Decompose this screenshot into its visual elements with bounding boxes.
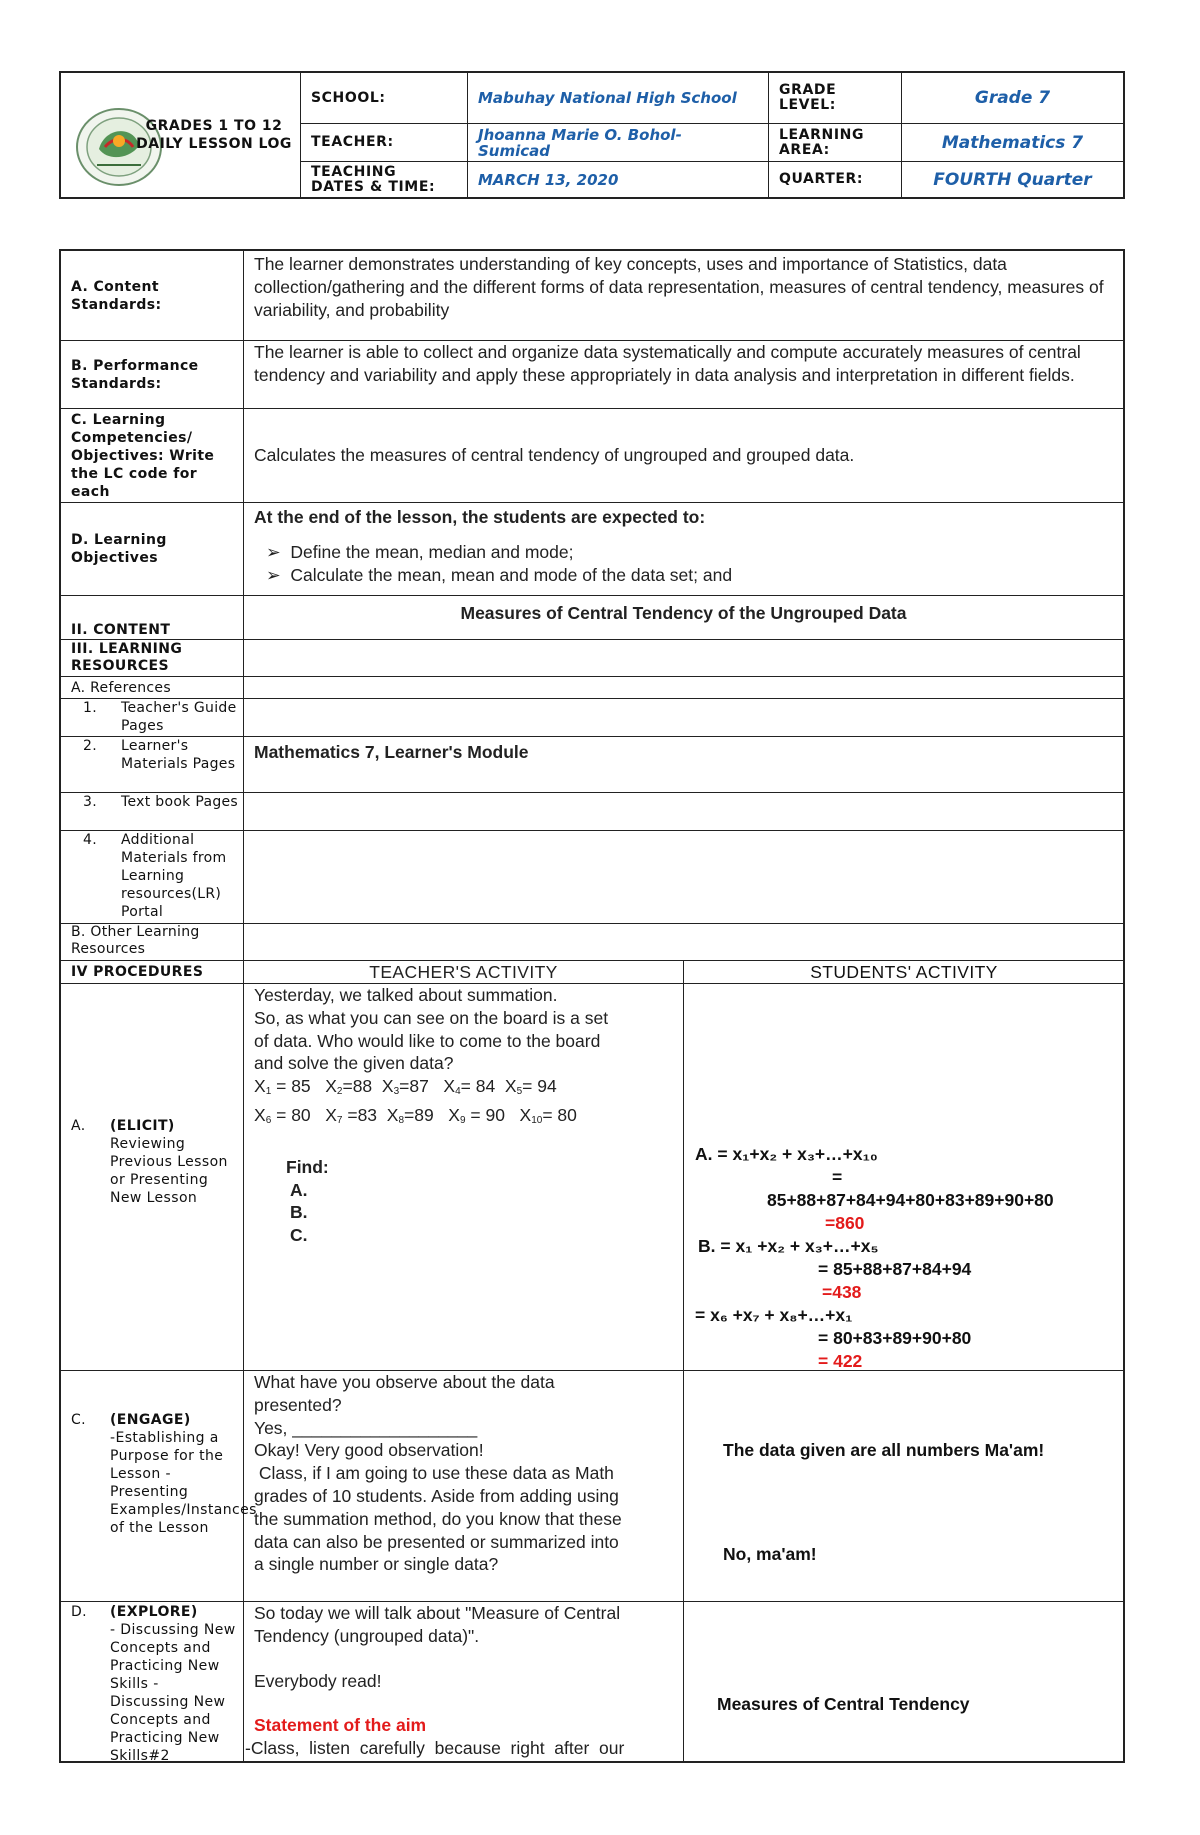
- ref3-label: Text book Pages: [121, 794, 239, 810]
- ref3-row: [61, 793, 1123, 831]
- ref2-row: [61, 737, 1123, 793]
- ref4-number: 4.: [83, 832, 97, 848]
- ref3-label-cell: [61, 793, 244, 830]
- performance-standards-text: The learner is able to collect and organize data systematically and compute accurately measures of central tendency and variability and apply these appropriately in data analysis and interpretation in different fields.: [254, 342, 1081, 385]
- engage-line: the summation method, do you know that these: [254, 1508, 622, 1529]
- objectives-label: D. Learning Objectives: [61, 503, 244, 595]
- ref2-label-cell: [61, 737, 244, 792]
- content-standards-row: [61, 251, 1123, 341]
- dates-label: TEACHING DATES & TIME:: [311, 163, 436, 195]
- ref2-text: Mathematics 7, Learner's Module: [254, 742, 529, 762]
- explore-line: Tendency (ungrouped data)".: [254, 1625, 480, 1646]
- explore-letter: D.: [71, 1604, 88, 1620]
- elicit-line: of data. Who would like to come to the board: [254, 1030, 601, 1051]
- elicit-student-cell: [685, 984, 1123, 1370]
- explore-line: So today we will talk about "Measure of Central: [254, 1603, 621, 1623]
- answer-a-formula: A. = x₁+x₂ + x₃+…+x₁₀: [695, 1144, 878, 1164]
- engage-letter: C.: [71, 1412, 87, 1428]
- answer-c-sum: = 80+83+89+90+80: [818, 1328, 972, 1348]
- engage-student-cell: [685, 1371, 1123, 1601]
- elicit-teacher-cell: [244, 984, 684, 1370]
- engage-line: Class, if I am going to use these data as Math: [254, 1463, 614, 1484]
- engage-line: data can also be presented or summarized into: [254, 1531, 619, 1552]
- teacher-label-cell: [301, 124, 468, 162]
- engage-line: Yes, ___________________: [254, 1417, 478, 1438]
- ref3-number: 3.: [83, 794, 97, 810]
- resources-row: [61, 640, 1123, 677]
- lesson-log-header: [59, 71, 1125, 199]
- resources-cell: [244, 640, 1123, 676]
- title-line-2: DAILY LESSON LOG: [136, 136, 292, 152]
- explore-answer: Measures of Central Tendency: [717, 1694, 970, 1714]
- explore-title: (EXPLORE): [110, 1604, 198, 1620]
- school-label: SCHOOL:: [311, 89, 386, 106]
- content-text: Measures of Central Tendency of the Ungrouped Data: [460, 603, 907, 623]
- engage-label-cell: [61, 1371, 257, 1601]
- elicit-data-line-2: $X_6 = 80$ $X_7 =83$ $X_8=89$ $X_9 = 90$ $X_{10}= 80$: [254, 1104, 577, 1126]
- student-activity-header: STUDENTS' ACTIVITY: [810, 961, 998, 982]
- content-label: II. CONTENT: [61, 596, 244, 639]
- content-standards-label: A. Content Standards:: [61, 251, 244, 340]
- answer-b-result: =438: [822, 1282, 862, 1302]
- resources-label: III. LEARNING RESOURCES: [61, 640, 244, 676]
- elicit-desc: Reviewing Previous Lesson or Presenting New Lesson: [110, 1136, 228, 1206]
- elicit-line: and solve the given data?: [254, 1053, 454, 1074]
- other-resources-label: B. Other Learning Resources: [61, 924, 244, 960]
- explore-line: -Class, listen carefully because right after our: [245, 1738, 625, 1759]
- aim-statement: Statement of the aim: [254, 1715, 427, 1736]
- competencies-text: Calculates the measures of central tendency of ungrouped and grouped data.: [254, 445, 855, 465]
- objective-item: ➢ Calculate the mean, mean and mode of the data set; and: [266, 565, 733, 585]
- performance-standards-label: B. Performance Standards:: [61, 341, 244, 408]
- engage-line: a single number or single data?: [254, 1554, 499, 1575]
- references-row: [61, 677, 1123, 699]
- logo-cell: [61, 73, 301, 197]
- engage-row: [61, 1371, 1123, 1602]
- dates-value-cell: [468, 162, 769, 197]
- school-value-cell: [468, 73, 769, 124]
- elicit-row: [61, 984, 1123, 1371]
- engage-desc: -Establishing a Purpose for the Lesson -Presenting Examples/Instances of the Lesson: [110, 1430, 257, 1536]
- quarter-label-cell: [769, 162, 902, 197]
- objective-text: Define the mean, median and mode;: [290, 542, 574, 562]
- ref3-cell: [244, 793, 1123, 830]
- teacher-value-cell: [468, 124, 769, 162]
- ref1-row: [61, 699, 1123, 737]
- engage-line: grades of 10 students. Aside from adding using: [254, 1485, 619, 1506]
- quarter-label: QUARTER:: [779, 171, 864, 187]
- engage-line: Okay! Very good observation!: [254, 1440, 484, 1461]
- objective-item: ➢ Define the mean, median and mode;: [266, 542, 574, 562]
- answer-c-formula: = x₆ +x₇ + x₈+…+x₁: [695, 1305, 853, 1325]
- ref1-number: 1.: [83, 700, 97, 716]
- performance-standards-row: [61, 341, 1123, 409]
- find-item: C.: [290, 1225, 308, 1246]
- school-label-cell: [301, 73, 468, 124]
- ref4-cell: [244, 831, 1123, 923]
- explore-student-cell: [685, 1602, 1123, 1761]
- teacher-value: Jhoanna Marie O. Bohol-Sumicad: [478, 125, 682, 160]
- engage-answer-2: No, ma'am!: [723, 1544, 817, 1564]
- answer-a-result: =860: [825, 1213, 865, 1233]
- title-line-1: GRADES 1 TO 12: [145, 118, 283, 134]
- teacher-activity-header: TEACHER'S ACTIVITY: [244, 961, 684, 983]
- quarter-value: FOURTH Quarter: [933, 169, 1092, 190]
- grade-value-cell: [902, 73, 1123, 124]
- answer-b-sum: = 85+88+87+84+94: [818, 1259, 972, 1279]
- explore-desc: - Discussing New Concepts and Practicing New Skills - Discussing New Concepts and Practicing New Skills#2: [110, 1622, 236, 1764]
- area-value-cell: [902, 124, 1123, 162]
- objective-text: Calculate the mean, mean and mode of the data set; and: [290, 565, 733, 585]
- lesson-plan-table: [59, 249, 1125, 1763]
- objectives-row: [61, 503, 1123, 596]
- answer-a-equals: =: [832, 1167, 843, 1187]
- procedures-label: IV PROCEDURES: [61, 961, 244, 983]
- school-value: Mabuhay National High School: [478, 89, 737, 107]
- procedures-header-row: [61, 961, 1123, 984]
- quarter-value-cell: [902, 162, 1123, 197]
- elicit-title: (ELICIT): [110, 1118, 175, 1134]
- explore-teacher-cell: [244, 1602, 684, 1761]
- ref1-cell: [244, 699, 1123, 736]
- engage-line: What have you observe about the data: [254, 1372, 555, 1392]
- teacher-label: TEACHER:: [311, 134, 394, 150]
- find-item: A.: [290, 1179, 308, 1200]
- dates-value: MARCH 13, 2020: [478, 170, 619, 189]
- ref4-label: Additional Materials from Learning resources(LR) Portal: [121, 832, 227, 920]
- ref1-label-cell: [61, 699, 244, 736]
- engage-teacher-cell: [244, 1371, 684, 1601]
- elicit-line: Yesterday, we talked about summation.: [254, 985, 558, 1005]
- references-cell: [244, 677, 1123, 698]
- ref4-label-cell: [61, 831, 244, 923]
- ref1-label: Teacher's Guide Pages: [121, 700, 237, 734]
- ref2-number: 2.: [83, 738, 97, 754]
- dll-title: [119, 117, 309, 153]
- grade-label: GRADE LEVEL:: [779, 82, 837, 113]
- answer-c-result: = 422: [818, 1351, 863, 1371]
- ref2-label: Learner's Materials Pages: [121, 738, 236, 772]
- objectives-intro: At the end of the lesson, the students are expected to:: [254, 507, 706, 527]
- find-item: B.: [290, 1202, 308, 1223]
- other-resources-row: [61, 924, 1123, 961]
- competencies-label: C. Learning Competencies/ Objectives: Write the LC code for each: [61, 409, 244, 502]
- area-value: Mathematics 7: [941, 132, 1084, 153]
- objectives-cell: [244, 503, 1123, 595]
- competencies-row: [61, 409, 1123, 503]
- engage-title: (ENGAGE): [110, 1412, 191, 1428]
- ref4-row: [61, 831, 1123, 924]
- engage-answer-1: The data given are all numbers Ma'am!: [723, 1440, 1045, 1460]
- area-label: LEARNING AREA:: [779, 126, 865, 158]
- content-standards-text: The learner demonstrates understanding of key concepts, uses and importance of Statistics, data collection/gathering and the different forms of data representation, measures of central tendency, measures of variability, and probability: [254, 254, 1104, 320]
- references-label: A. References: [61, 677, 244, 698]
- explore-label-cell: [61, 1602, 244, 1764]
- area-label-cell: [769, 124, 902, 162]
- explore-row: [61, 1602, 1123, 1764]
- elicit-letter: A.: [71, 1118, 86, 1134]
- grade-label-cell: [769, 73, 902, 124]
- engage-line: presented?: [254, 1394, 342, 1415]
- dates-label-cell: [301, 162, 468, 197]
- answer-a-sum: 85+88+87+84+94+80+83+89+90+80: [767, 1190, 1054, 1210]
- find-label: Find:: [286, 1156, 329, 1177]
- answer-b-formula: B. = x₁ +x₂ + x₃+…+x₅: [698, 1236, 879, 1256]
- elicit-data-line-1: $X_1 = 85$ $X_2=88$ $X_3=87$ $X_4= 84$ $X_5= 94$: [254, 1076, 557, 1098]
- grade-value: Grade 7: [974, 88, 1051, 108]
- other-resources-cell: [244, 924, 1123, 960]
- content-row: [61, 596, 1123, 640]
- elicit-label-cell: [61, 984, 244, 1370]
- elicit-line: So, as what you can see on the board is a set: [254, 1007, 609, 1028]
- explore-line: Everybody read!: [254, 1670, 382, 1691]
